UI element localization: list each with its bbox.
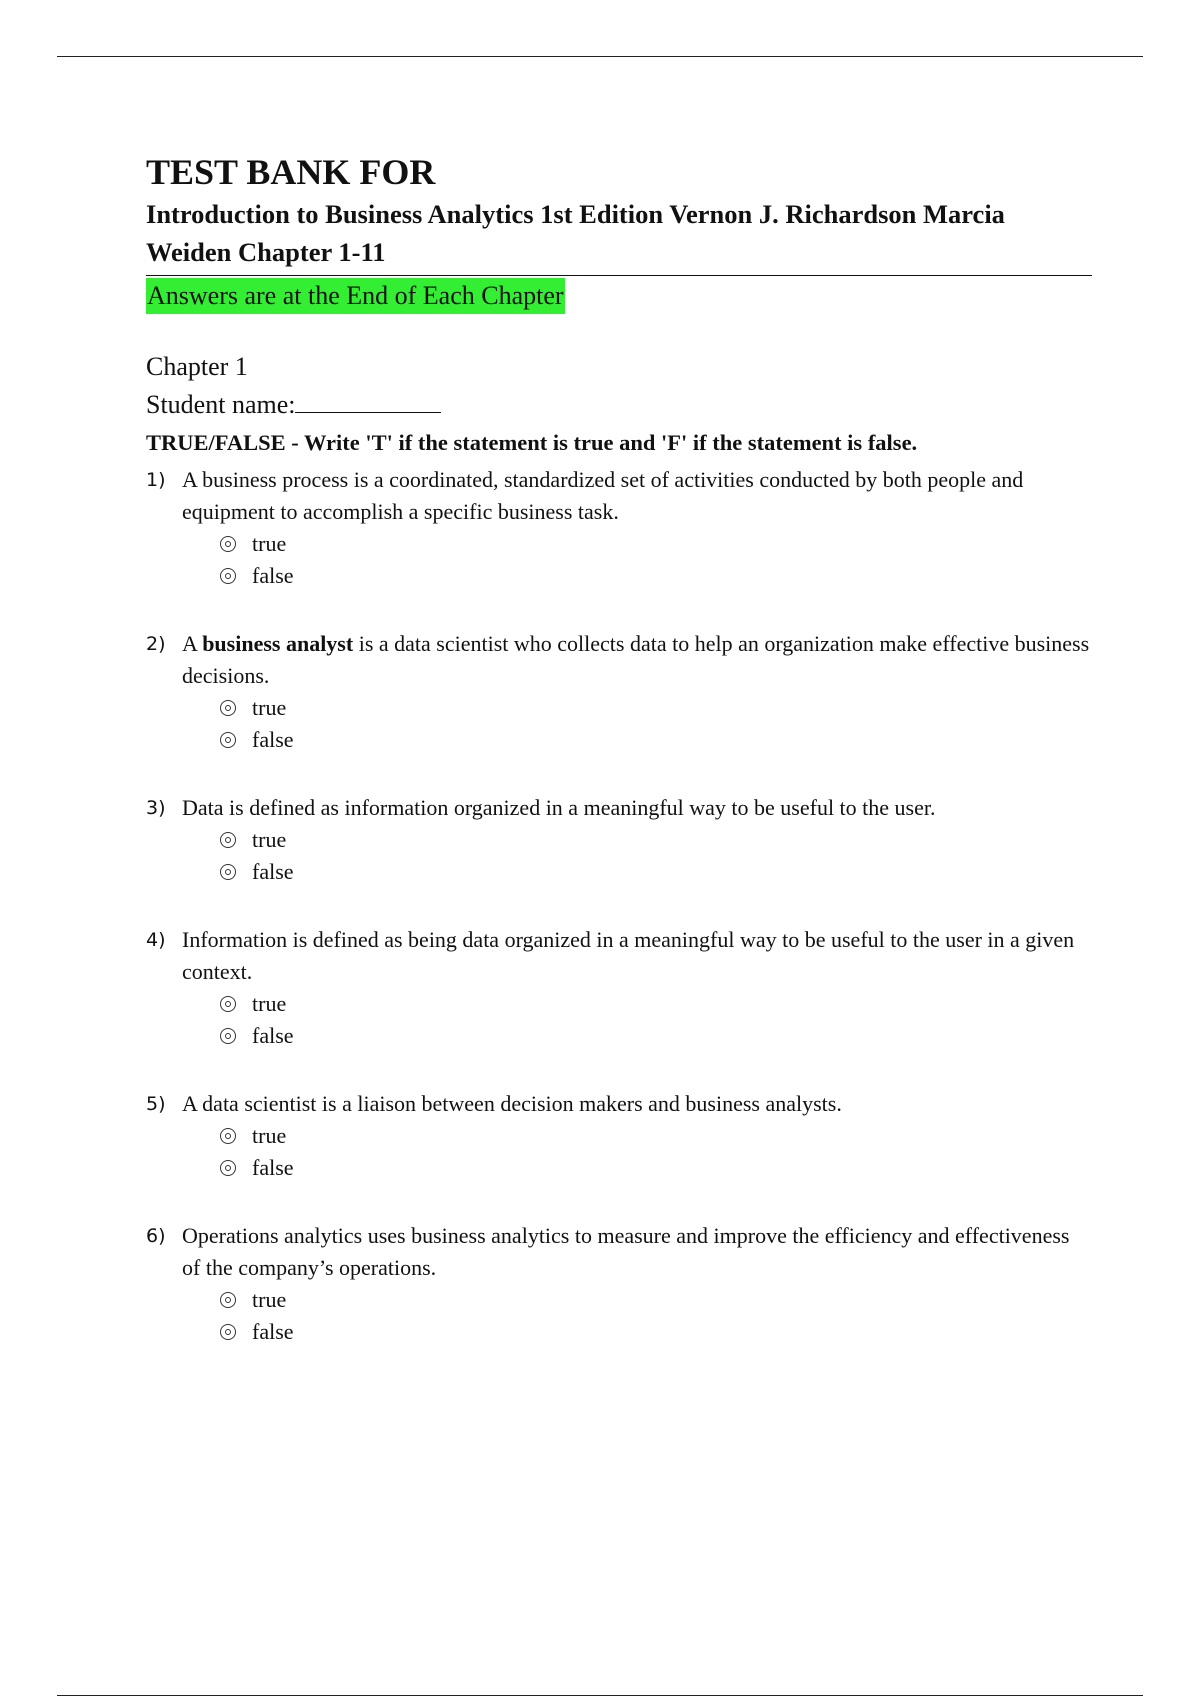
question-options [182, 988, 1092, 1052]
option-true[interactable] [220, 824, 1092, 856]
question-text-bold-term: business analyst [202, 631, 354, 656]
option-label: true [252, 1287, 287, 1312]
option-false[interactable] [220, 1316, 1092, 1348]
option-label: false [252, 1155, 294, 1180]
radio-icon[interactable] [220, 536, 236, 552]
question-6 [146, 1220, 1092, 1348]
document-title: TEST BANK FOR [146, 152, 436, 192]
option-true[interactable] [220, 528, 1092, 560]
student-name-blank[interactable] [295, 386, 441, 413]
radio-icon[interactable] [220, 996, 236, 1012]
highlight-line [146, 278, 1092, 318]
option-label: false [252, 563, 294, 588]
option-true[interactable] [220, 692, 1092, 724]
option-label: true [252, 531, 287, 556]
option-label: false [252, 1319, 294, 1344]
question-text-before: A [182, 631, 203, 656]
option-label: true [252, 695, 287, 720]
option-false[interactable] [220, 560, 1092, 592]
document-subtitle: Introduction to Business Analytics 1st Edition Vernon J. Richardson Marcia Weiden Chapter 1-11 [146, 195, 1092, 276]
question-options [182, 824, 1092, 888]
question-options [182, 1120, 1092, 1184]
answers-note-highlight: Answers are at the End of Each Chapter [146, 278, 565, 314]
option-label: true [252, 991, 287, 1016]
question-3 [146, 792, 1092, 888]
question-text: Operations analytics uses business analytics to measure and improve the efficiency and effectiveness of the company’s operations. [182, 1223, 1070, 1280]
radio-icon[interactable] [220, 568, 236, 584]
radio-icon[interactable] [220, 1160, 236, 1176]
student-name-label: Student name: [146, 390, 296, 419]
question-2 [146, 628, 1092, 756]
option-false[interactable] [220, 724, 1092, 756]
question-number: 4) [146, 929, 166, 951]
top-rule [57, 56, 1143, 57]
option-label: false [252, 1023, 294, 1048]
question-text: Information is defined as being data organized in a meaningful way to be useful to the user in a given context. [182, 927, 1075, 984]
option-false[interactable] [220, 856, 1092, 888]
question-number: 3) [146, 797, 166, 819]
question-1 [146, 464, 1092, 592]
radio-icon[interactable] [220, 864, 236, 880]
radio-icon[interactable] [220, 1324, 236, 1340]
radio-icon[interactable] [220, 732, 236, 748]
question-options [182, 692, 1092, 756]
instructions: TRUE/FALSE - Write 'T' if the statement is true and 'F' if the statement is false. [146, 430, 918, 455]
question-text: A business process is a coordinated, standardized set of activities conducted by both people and equipment to accomplish a specific business task. [182, 467, 1024, 524]
document-body [146, 150, 1092, 1348]
question-4 [146, 924, 1092, 1052]
question-options [182, 1284, 1092, 1348]
question-text: Data is defined as information organized in a meaningful way to be useful to the user. [182, 795, 936, 820]
question-options [182, 528, 1092, 592]
bottom-rule [57, 1695, 1143, 1696]
option-label: false [252, 859, 294, 884]
option-label: false [252, 727, 294, 752]
chapter-heading: Chapter 1 [146, 352, 248, 381]
radio-icon[interactable] [220, 1028, 236, 1044]
option-true[interactable] [220, 1284, 1092, 1316]
radio-icon[interactable] [220, 1292, 236, 1308]
option-true[interactable] [220, 988, 1092, 1020]
question-text: A data scientist is a liaison between decision makers and business analysts. [182, 1091, 842, 1116]
question-number: 6) [146, 1225, 166, 1247]
question-5 [146, 1088, 1092, 1184]
question-text-after: is a data scientist who collects data to help an organization make effective business decisions. [182, 631, 1090, 688]
question-number: 2) [146, 633, 166, 655]
question-number: 1) [146, 469, 166, 491]
radio-icon[interactable] [220, 1128, 236, 1144]
option-false[interactable] [220, 1152, 1092, 1184]
question-text [182, 628, 1092, 692]
option-label: true [252, 827, 287, 852]
radio-icon[interactable] [220, 832, 236, 848]
option-false[interactable] [220, 1020, 1092, 1052]
radio-icon[interactable] [220, 700, 236, 716]
option-label: true [252, 1123, 287, 1148]
student-name-line [146, 386, 1092, 424]
option-true[interactable] [220, 1120, 1092, 1152]
question-number: 5) [146, 1093, 166, 1115]
